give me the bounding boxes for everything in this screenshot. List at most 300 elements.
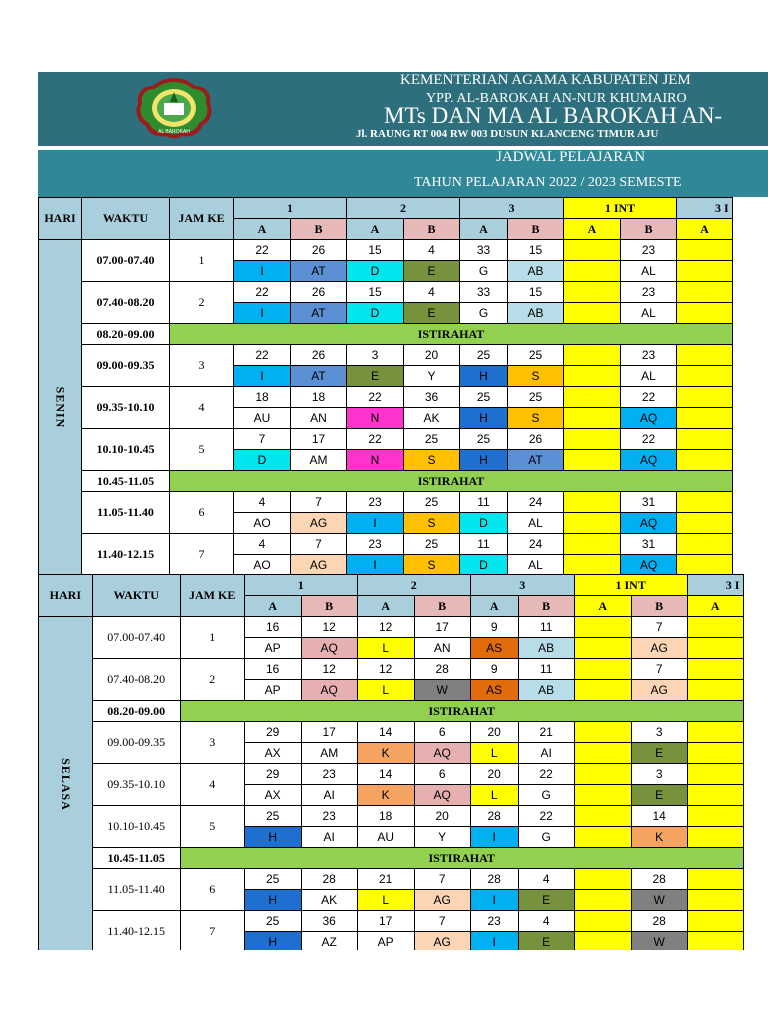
teacher-number: 23 (621, 345, 677, 366)
subject-code: D (460, 513, 508, 534)
group-header-row (39, 575, 744, 596)
teacher-number: 11 (460, 534, 508, 555)
teacher-number: 23 (621, 282, 677, 303)
subject-code: G (518, 785, 574, 806)
teacher-number: 7 (291, 534, 347, 555)
subject-code: AI (518, 743, 574, 764)
teacher-number: 14 (357, 722, 414, 743)
teacher-number (677, 282, 733, 303)
teacher-number (574, 722, 631, 743)
teacher-number: 23 (621, 240, 677, 261)
teacher-number: 15 (347, 240, 404, 261)
teacher-number (687, 869, 743, 890)
subject-code: AK (404, 408, 460, 429)
teacher-number: 31 (621, 534, 677, 555)
subject-code: S (508, 366, 564, 387)
teacher-number: 28 (414, 659, 470, 680)
teacher-number: 20 (404, 345, 460, 366)
teacher-number (564, 429, 621, 450)
subject-code: E (347, 366, 404, 387)
subject-code: AO (234, 513, 291, 534)
section-header: B (291, 219, 347, 240)
teacher-number: 25 (508, 345, 564, 366)
teacher-number: 25 (404, 534, 460, 555)
school-logo (134, 76, 214, 140)
class-group-header: 2 (347, 198, 460, 219)
subject-code: S (404, 450, 460, 471)
subject-code: AK (301, 890, 357, 911)
section-header: A (574, 596, 631, 617)
subject-code (564, 366, 621, 387)
teacher-number: 26 (291, 345, 347, 366)
section-header: B (404, 219, 460, 240)
teacher-number (687, 911, 743, 932)
subject-code (687, 638, 743, 659)
break-time: 10.45-11.05 (92, 848, 180, 869)
istirahat-label: ISTIRAHAT (180, 701, 743, 722)
break-row (39, 471, 733, 492)
teacher-number: 31 (621, 492, 677, 513)
teacher-number (574, 764, 631, 785)
senin-schedule-table (38, 197, 733, 576)
subject-code (677, 261, 733, 282)
teacher-number: 7 (234, 429, 291, 450)
lesson-period: 4 (180, 764, 244, 806)
subject-code (687, 890, 743, 911)
teacher-number: 23 (347, 492, 404, 513)
teacher-number: 18 (291, 387, 347, 408)
jam-header: JAM KE (170, 198, 234, 240)
subject-code (677, 408, 733, 429)
subject-code: AB (508, 261, 564, 282)
lesson-period: 6 (180, 869, 244, 911)
subject-code (574, 638, 631, 659)
lesson-row (39, 806, 744, 827)
subject-code (687, 743, 743, 764)
subject-code: AL (621, 366, 677, 387)
lesson-period: 5 (180, 806, 244, 848)
subject-code: I (234, 303, 291, 324)
subject-code (687, 932, 743, 951)
day-name: SENIN (53, 386, 68, 429)
lesson-row (39, 282, 733, 303)
teacher-number: 22 (621, 429, 677, 450)
subject-code: AT (291, 261, 347, 282)
teacher-number: 20 (470, 722, 518, 743)
subject-code (564, 303, 621, 324)
subject-code: E (518, 932, 574, 951)
waktu-header: WAKTU (82, 198, 170, 240)
subject-code: D (234, 450, 291, 471)
section-header: A (677, 219, 733, 240)
teacher-number: 33 (460, 240, 508, 261)
teacher-number: 25 (404, 429, 460, 450)
subject-code: AQ (621, 408, 677, 429)
teacher-number (564, 534, 621, 555)
teacher-number: 25 (508, 387, 564, 408)
lesson-time: 11.40-12.15 (82, 534, 170, 576)
subject-code (687, 827, 743, 848)
subject-code (677, 513, 733, 534)
break-time: 08.20-09.00 (92, 701, 180, 722)
subject-code (564, 450, 621, 471)
subject-code: AP (357, 932, 414, 951)
waktu-header: WAKTU (92, 575, 180, 617)
subject-code: L (357, 890, 414, 911)
subject-code: AQ (301, 638, 357, 659)
teacher-number: 26 (291, 282, 347, 303)
subject-code (574, 785, 631, 806)
teacher-number: 4 (518, 911, 574, 932)
class-group-header: 3 (460, 198, 564, 219)
teacher-number: 23 (301, 764, 357, 785)
section-header: A (460, 219, 508, 240)
teacher-number: 12 (301, 617, 357, 638)
teacher-number (677, 534, 733, 555)
subject-code: AQ (621, 450, 677, 471)
subject-code: AG (631, 638, 687, 659)
subject-code: W (631, 890, 687, 911)
subject-code: N (347, 408, 404, 429)
subject-code (677, 450, 733, 471)
teacher-number: 21 (357, 869, 414, 890)
subject-code: I (234, 261, 291, 282)
subject-code: AU (234, 408, 291, 429)
class-group-header: 3 I (687, 575, 743, 596)
teacher-number: 11 (518, 659, 574, 680)
teacher-number: 6 (414, 764, 470, 785)
teacher-number: 15 (508, 282, 564, 303)
section-header: A (347, 219, 404, 240)
subject-code: AG (291, 513, 347, 534)
subject-code: AM (301, 743, 357, 764)
section-header: A (687, 596, 743, 617)
teacher-number: 17 (301, 722, 357, 743)
teacher-number (687, 617, 743, 638)
teacher-number: 4 (234, 492, 291, 513)
section-header: A (234, 219, 291, 240)
subject-code: AG (291, 555, 347, 576)
subject-code: H (460, 408, 508, 429)
teacher-number: 15 (347, 282, 404, 303)
lesson-row (39, 240, 733, 261)
teacher-number (564, 282, 621, 303)
class-group-header: 2 (357, 575, 470, 596)
subject-code: I (470, 932, 518, 951)
lesson-time: 11.40-12.15 (92, 911, 180, 951)
subject-code: K (357, 785, 414, 806)
subject-code: AG (414, 932, 470, 951)
subject-code: H (244, 890, 301, 911)
lesson-row (39, 345, 733, 366)
subject-code: AQ (621, 513, 677, 534)
teacher-number: 3 (631, 764, 687, 785)
subject-code: K (631, 827, 687, 848)
teacher-number: 22 (347, 429, 404, 450)
subject-code: L (470, 743, 518, 764)
lesson-period: 5 (170, 429, 234, 471)
subject-code: E (518, 890, 574, 911)
teacher-number: 25 (404, 492, 460, 513)
lesson-row (39, 659, 744, 680)
teacher-number: 25 (244, 869, 301, 890)
schedule-sheet (38, 72, 768, 950)
subject-code: AB (508, 303, 564, 324)
subject-code (677, 555, 733, 576)
teacher-number: 33 (460, 282, 508, 303)
subject-code: AU (357, 827, 414, 848)
subject-code: AP (244, 638, 301, 659)
logo-text: AL BAROKAH (158, 129, 190, 135)
lesson-time: 10.10-10.45 (82, 429, 170, 471)
subject-code (574, 932, 631, 951)
subject-code: AG (631, 680, 687, 701)
teacher-number (574, 806, 631, 827)
lesson-period: 7 (170, 534, 234, 576)
lesson-period: 6 (170, 492, 234, 534)
section-header: B (621, 219, 677, 240)
subject-code: AQ (621, 555, 677, 576)
subject-code: H (460, 450, 508, 471)
teacher-number: 14 (631, 806, 687, 827)
subject-code: I (234, 366, 291, 387)
teacher-number: 14 (357, 764, 414, 785)
subject-code: K (357, 743, 414, 764)
teacher-number: 22 (234, 282, 291, 303)
lesson-period: 4 (170, 387, 234, 429)
lesson-row (39, 492, 733, 513)
lesson-time: 09.35-10.10 (92, 764, 180, 806)
teacher-number: 26 (508, 429, 564, 450)
lesson-period: 7 (180, 911, 244, 951)
teacher-number: 24 (508, 492, 564, 513)
subject-code: H (460, 366, 508, 387)
break-row (39, 701, 744, 722)
teacher-number: 23 (347, 534, 404, 555)
jam-header: JAM KE (180, 575, 244, 617)
teacher-number: 22 (518, 806, 574, 827)
subject-code: AI (301, 785, 357, 806)
subject-code: AM (291, 450, 347, 471)
section-header: B (518, 596, 574, 617)
hari-header: HARI (39, 198, 82, 240)
subject-code (564, 555, 621, 576)
teacher-number: 20 (470, 764, 518, 785)
subject-code: AT (291, 366, 347, 387)
subject-code (687, 785, 743, 806)
lesson-time: 07.00-07.40 (82, 240, 170, 282)
subject-code: E (404, 303, 460, 324)
subject-code: E (631, 743, 687, 764)
class-group-header: 1 INT (574, 575, 687, 596)
ministry-title: KEMENTERIAN AGAMA KABUPATEN JEM (400, 72, 691, 88)
teacher-number (677, 240, 733, 261)
teacher-number: 25 (460, 387, 508, 408)
subject-code: AL (621, 303, 677, 324)
section-header: A (357, 596, 414, 617)
teacher-number: 18 (357, 806, 414, 827)
lesson-row (39, 722, 744, 743)
subject-code: AO (234, 555, 291, 576)
teacher-number: 9 (470, 617, 518, 638)
subject-code: I (347, 555, 404, 576)
teacher-number: 7 (414, 911, 470, 932)
teacher-number: 12 (357, 617, 414, 638)
teacher-number: 26 (291, 240, 347, 261)
teacher-number (677, 429, 733, 450)
subject-code: I (470, 827, 518, 848)
subject-code: N (347, 450, 404, 471)
teacher-number: 21 (518, 722, 574, 743)
teacher-number: 11 (460, 492, 508, 513)
subject-code: AT (508, 450, 564, 471)
subject-code: L (357, 638, 414, 659)
subject-code: G (460, 261, 508, 282)
break-time: 08.20-09.00 (82, 324, 170, 345)
subject-code: AN (291, 408, 347, 429)
teacher-number (687, 764, 743, 785)
subject-code: D (347, 303, 404, 324)
teacher-number: 22 (518, 764, 574, 785)
subject-code: D (347, 261, 404, 282)
teacher-number: 7 (631, 617, 687, 638)
day-label (39, 617, 93, 951)
teacher-number: 16 (244, 659, 301, 680)
subject-code: Y (404, 366, 460, 387)
subject-code: W (414, 680, 470, 701)
teacher-number: 4 (234, 534, 291, 555)
subject-code: H (244, 827, 301, 848)
class-group-header: 1 INT (564, 198, 677, 219)
teacher-number: 28 (631, 869, 687, 890)
teacher-number: 11 (518, 617, 574, 638)
subject-code: D (460, 555, 508, 576)
teacher-number: 18 (234, 387, 291, 408)
teacher-number: 12 (357, 659, 414, 680)
subject-code: I (347, 513, 404, 534)
subject-code: AB (518, 638, 574, 659)
day-label (39, 240, 82, 576)
class-group-header: 3 I (677, 198, 733, 219)
lesson-row (39, 534, 733, 555)
teacher-number (677, 492, 733, 513)
subject-code: AL (621, 261, 677, 282)
teacher-number (564, 345, 621, 366)
lesson-period: 1 (180, 617, 244, 659)
teacher-number (677, 345, 733, 366)
subject-code (687, 680, 743, 701)
teacher-number: 17 (357, 911, 414, 932)
teacher-number: 22 (234, 345, 291, 366)
lesson-time: 09.35-10.10 (82, 387, 170, 429)
teacher-number: 28 (470, 869, 518, 890)
lesson-row (39, 429, 733, 450)
lesson-period: 1 (170, 240, 234, 282)
lesson-period: 3 (180, 722, 244, 764)
lesson-time: 11.05-11.40 (92, 869, 180, 911)
section-header: A (564, 219, 621, 240)
academic-year: TAHUN PELAJARAN 2022 / 2023 SEMESTE (414, 175, 682, 190)
teacher-number: 17 (291, 429, 347, 450)
teacher-number: 25 (460, 345, 508, 366)
section-header: B (508, 219, 564, 240)
subject-code: E (404, 261, 460, 282)
break-time: 10.45-11.05 (82, 471, 170, 492)
subject-code: AN (414, 638, 470, 659)
teacher-number: 24 (508, 534, 564, 555)
selasa-schedule-table (38, 574, 744, 950)
istirahat-label: ISTIRAHAT (180, 848, 743, 869)
teacher-number: 3 (631, 722, 687, 743)
subject-code: AG (414, 890, 470, 911)
teacher-number: 28 (631, 911, 687, 932)
lesson-time: 07.40-08.20 (92, 659, 180, 701)
lesson-row (39, 869, 744, 890)
teacher-number (687, 659, 743, 680)
teacher-number: 22 (347, 387, 404, 408)
subject-code (574, 890, 631, 911)
class-group-header: 1 (234, 198, 347, 219)
subject-code: AQ (414, 743, 470, 764)
subject-code: AI (301, 827, 357, 848)
teacher-number: 4 (404, 282, 460, 303)
subject-code: S (508, 408, 564, 429)
group-header-row (39, 198, 733, 219)
teacher-number: 3 (347, 345, 404, 366)
break-row (39, 848, 744, 869)
teacher-number (574, 617, 631, 638)
teacher-number: 23 (470, 911, 518, 932)
teacher-number: 20 (414, 806, 470, 827)
lesson-time: 07.40-08.20 (82, 282, 170, 324)
subject-code: S (404, 555, 460, 576)
istirahat-label: ISTIRAHAT (170, 471, 733, 492)
subject-code: W (631, 932, 687, 951)
teacher-number: 16 (244, 617, 301, 638)
subject-code: AL (508, 513, 564, 534)
teacher-number: 9 (470, 659, 518, 680)
class-group-header: 3 (470, 575, 574, 596)
teacher-number: 25 (244, 806, 301, 827)
subject-code: AP (244, 680, 301, 701)
header-banner (38, 72, 768, 197)
teacher-number: 36 (404, 387, 460, 408)
teacher-number: 17 (414, 617, 470, 638)
lesson-time: 07.00-07.40 (92, 617, 180, 659)
istirahat-label: ISTIRAHAT (170, 324, 733, 345)
lesson-period: 2 (180, 659, 244, 701)
teacher-number (564, 387, 621, 408)
subject-code: AB (518, 680, 574, 701)
lesson-period: 2 (170, 282, 234, 324)
school-title: MTs DAN MA AL BAROKAH AN- (384, 103, 723, 128)
class-group-header: 1 (244, 575, 357, 596)
section-header: B (414, 596, 470, 617)
teacher-number: 7 (291, 492, 347, 513)
subject-code: H (244, 932, 301, 951)
subject-code: G (460, 303, 508, 324)
subject-code: S (404, 513, 460, 534)
teacher-number (574, 911, 631, 932)
subject-code (677, 303, 733, 324)
teacher-number (687, 722, 743, 743)
teacher-number: 29 (244, 764, 301, 785)
teacher-number: 29 (244, 722, 301, 743)
schedule-title: JADWAL PELAJARAN (496, 149, 646, 165)
subject-code: AZ (301, 932, 357, 951)
lesson-time: 11.05-11.40 (82, 492, 170, 534)
teacher-number: 23 (301, 806, 357, 827)
